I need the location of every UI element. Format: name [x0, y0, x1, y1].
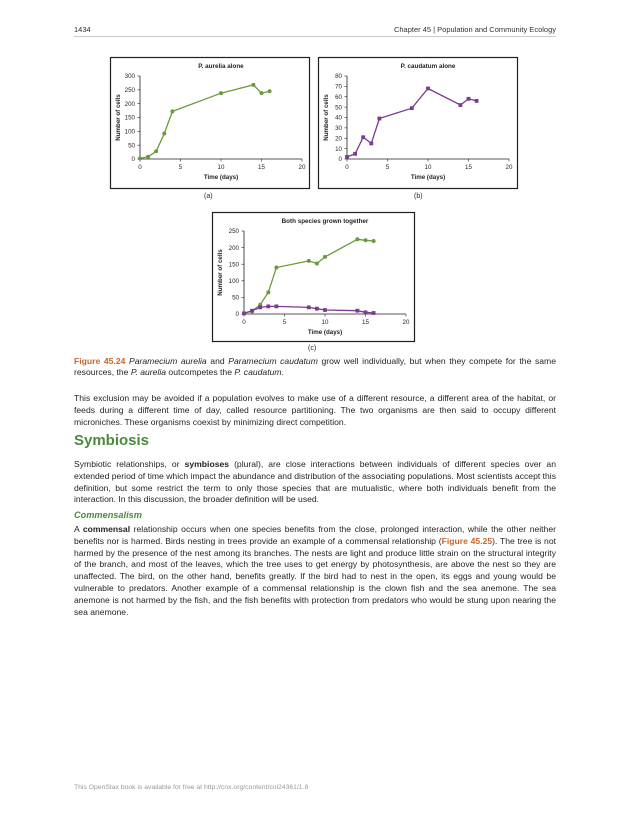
data-point [410, 106, 414, 110]
key-term: symbioses [184, 459, 230, 469]
data-point [356, 309, 360, 313]
y-tick-label: 250 [228, 228, 239, 236]
data-point [426, 87, 430, 91]
x-tick-label: 10 [217, 164, 225, 171]
y-tick-label: 0 [338, 156, 342, 164]
panel-label-c: (c) [308, 345, 317, 352]
x-axis-label: Time (days) [410, 174, 446, 181]
data-point [275, 304, 279, 308]
y-axis-label: Number of cells [217, 249, 224, 296]
data-point [266, 290, 270, 294]
subsection-heading-commensalism: Commensalism [74, 510, 142, 520]
data-point [475, 99, 479, 103]
x-tick-label: 5 [282, 319, 287, 326]
figure-caption: Figure 45.24 Paramecium aurelia and Paramecium caudatum grow well individually, but when they compete for the same resources, the P. aurelia outcompetes the P. caudatum. [74, 356, 556, 377]
x-tick-label: 10 [424, 164, 432, 171]
data-point [307, 305, 311, 309]
data-point [307, 259, 311, 263]
y-tick-label: 50 [232, 294, 239, 302]
data-point [372, 239, 376, 243]
x-axis-label: Time (days) [203, 174, 239, 181]
data-point [268, 89, 272, 93]
data-point [345, 155, 349, 159]
y-tick-label: 0 [131, 156, 135, 164]
x-tick-label: 15 [258, 164, 265, 171]
data-point [266, 304, 270, 308]
species-name: Paramecium caudatum [228, 356, 318, 366]
y-axis-label: Number of cells [115, 94, 122, 141]
data-point [323, 255, 327, 259]
x-axis-label: Time (days) [307, 329, 343, 336]
y-tick-label: 100 [228, 278, 239, 285]
data-point [353, 152, 357, 156]
chart-title: Both species grown together [281, 218, 369, 225]
data-point [364, 238, 368, 242]
chart-both-species [212, 212, 415, 342]
footer-license: This OpenStax book is available for free at http://cnx.org/content/col24361/1.8 [74, 784, 309, 791]
panel-label-a: (a) [204, 193, 213, 200]
species-name: P. aurelia [130, 367, 167, 377]
panel-label-b: (b) [414, 193, 423, 200]
y-axis-label: Number of cells [323, 94, 330, 141]
running-header: Chapter 45 | Population and Community Ecology [393, 25, 556, 34]
y-tick-label: 100 [124, 128, 135, 136]
key-term: commensal [82, 524, 131, 534]
data-point [219, 91, 223, 95]
chart-title: P. aurelia alone [198, 63, 244, 70]
y-tick-label: 50 [335, 104, 342, 112]
y-tick-label: 40 [335, 114, 342, 122]
x-tick-label: 5 [178, 164, 183, 171]
y-tick-label: 250 [124, 87, 135, 95]
data-point [369, 142, 373, 146]
data-point [323, 308, 327, 312]
data-point [372, 311, 376, 315]
x-tick-label: 20 [402, 319, 410, 326]
x-tick-label: 20 [505, 164, 513, 171]
y-tick-label: 150 [124, 114, 135, 122]
y-tick-label: 30 [335, 125, 342, 133]
x-tick-label: 20 [298, 164, 306, 171]
data-point [250, 309, 254, 313]
paragraph-resource-partitioning: This exclusion may be avoided if a population evolves to make use of a different resource, a different area of the habitat, or feeds during a different time of day, called resource partitioning. The two organisms are then said to occupy different microniches. These organisms coexist by minimizing direct competition. [74, 393, 556, 427]
y-tick-label: 80 [335, 73, 342, 81]
species-name: Paramecium aurelia [129, 356, 207, 366]
figure-reference-link[interactable]: Figure 45.25 [441, 535, 493, 546]
y-tick-label: 10 [335, 145, 342, 153]
y-tick-label: 200 [124, 100, 135, 108]
x-tick-label: 0 [138, 164, 142, 171]
data-point [361, 135, 365, 139]
data-point [274, 266, 278, 270]
data-point [146, 155, 150, 159]
page-number: 1434 [74, 25, 91, 34]
y-tick-label: 150 [228, 261, 239, 269]
x-tick-label: 15 [362, 319, 369, 326]
data-point [467, 97, 471, 101]
y-tick-label: 20 [335, 135, 342, 143]
data-point [459, 103, 463, 107]
data-point [260, 91, 264, 95]
y-tick-label: 0 [235, 311, 239, 319]
data-point [251, 83, 255, 87]
species-name: P. caudatum [234, 367, 282, 377]
x-tick-label: 0 [242, 319, 246, 326]
x-tick-label: 0 [345, 164, 349, 171]
data-point [242, 311, 246, 315]
y-tick-label: 300 [124, 73, 135, 81]
y-tick-label: 50 [128, 142, 135, 150]
header-divider [74, 36, 556, 37]
figure-label: Figure 45.24 [74, 356, 126, 366]
y-tick-label: 70 [335, 83, 342, 91]
data-point [315, 262, 319, 266]
section-heading-symbiosis: Symbiosis [74, 432, 150, 449]
x-tick-label: 5 [385, 164, 390, 171]
paragraph-commensalism: A commensal relationship occurs when one species benefits from the close, prolonged interaction, while the other neither benefits nor is harmed. Birds nesting in trees provide an example of a commensal relationship (Figure 45.25). The tree is not harmed by the presence of the nest among its branches. The nests are light and produce little strain on the structural integrity of the branch, and most of the leaves, which the tree uses to get energy by photosynthesis, are above the nest so they are unaffected. The bird, on the other hand, benefits greatly. If the bird had to nest in the open, its eggs and young would be vulnerable to predators. Another example of a commensal relationship is the clown fish and the sea anemone. The sea anemone is not harmed by the fish, and the fish benefits with protection from predators who would be stung upon nearing the sea anemone. [74, 524, 557, 617]
data-point [364, 310, 368, 314]
y-tick-label: 60 [335, 93, 342, 101]
data-point [154, 149, 158, 153]
chart-title: P. caudatum alone [400, 63, 456, 70]
data-point [162, 132, 166, 136]
data-point [170, 109, 174, 113]
x-tick-label: 15 [465, 164, 472, 171]
data-point [315, 307, 319, 311]
y-tick-label: 200 [228, 244, 239, 252]
data-point [355, 237, 359, 241]
paragraph-symbiosis: Symbiotic relationships, or symbioses (plural), are close interactions between individuals of different species over an extended period of time which impact the abundance and distribution of the associating populations. Most scientists accept this definition, but some restrict the term to only those species that are mutualistic, where both individuals benefit from the interaction. In this discussion, the broader definition will be used. [74, 459, 557, 505]
x-tick-label: 10 [321, 319, 329, 326]
data-point [258, 305, 262, 309]
data-point [138, 156, 142, 160]
chart-p-caudatum-alone [318, 57, 518, 189]
chart-p-aurelia-alone [110, 57, 310, 189]
data-point [378, 117, 382, 121]
